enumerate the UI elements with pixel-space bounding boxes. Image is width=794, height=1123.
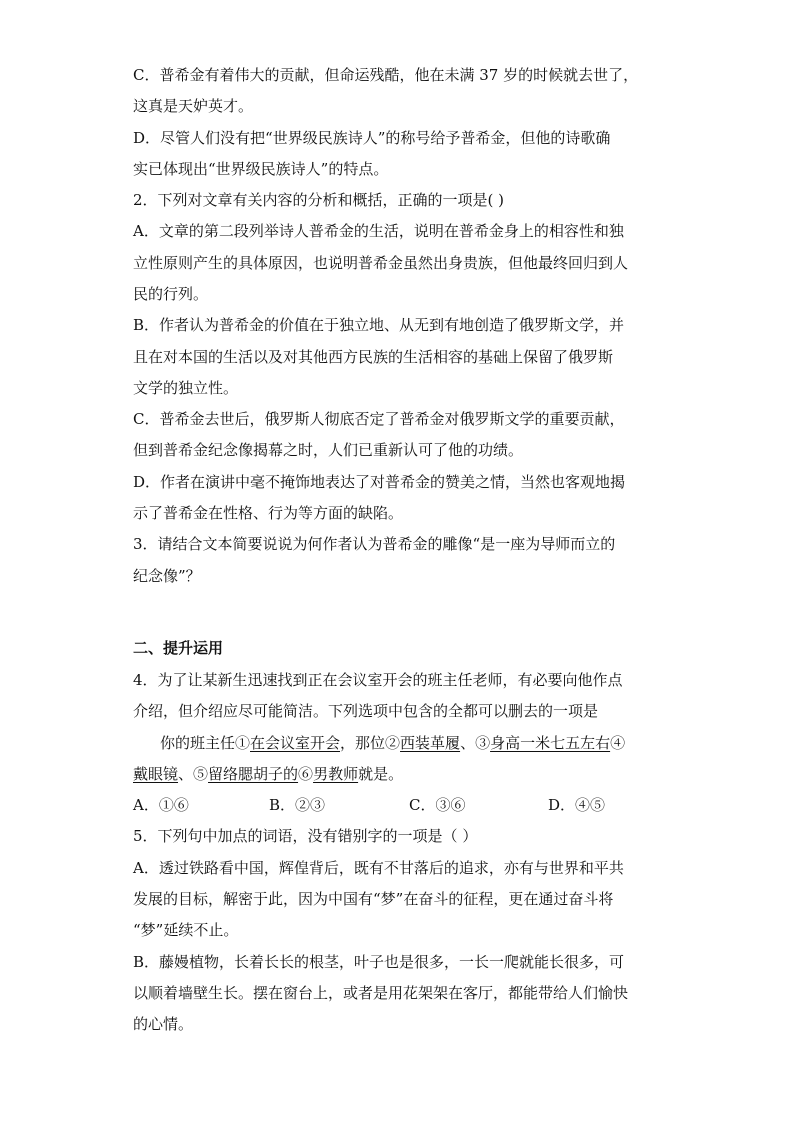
underlined-phrase: 男教师 [313, 765, 359, 783]
text-line: 示了普希金在性格、行为等方面的缺陷。 [133, 504, 404, 522]
underlined-phrase: 戴眼镜 [133, 765, 179, 783]
option-c: C．③⑥ [409, 796, 466, 814]
underlined-phrase: 西装革履 [400, 734, 461, 752]
section-heading: 二、提升运用 [133, 639, 224, 657]
sentence-part: 、③ [460, 734, 491, 752]
text-line: 介绍，但介绍应尽可能简洁。下列选项中包含的全都可以删去的一项是 [133, 702, 599, 720]
question-4-sentence [160, 733, 625, 753]
sentence-part: ④ [610, 734, 626, 752]
text-line: 文学的独立性。 [133, 379, 239, 397]
text-line: “梦”延续不止。 [133, 921, 239, 939]
question-3-stem: 3．请结合文本简要说说为何作者认为普希金的雕像“是一座为导师而立的 [133, 535, 616, 553]
question-5-stem: 5．下列句中加点的词语，没有错别字的一项是（ ） [133, 827, 478, 845]
text-line: A．文章的第二段列举诗人普希金的生活，说明在普希金身上的相容性和独 [133, 222, 624, 240]
option-d: D．④⑤ [548, 796, 606, 814]
text-line: 这真是天妒英才。 [133, 97, 254, 115]
underlined-phrase: 身高一米七五左右 [490, 734, 611, 752]
text-line: 的心情。 [133, 1015, 194, 1033]
sentence-part: ⑥ [298, 765, 314, 783]
text-line: A．透过铁路看中国，辉偟背后，既有不甘落后的追求，亦有与世界和平共 [133, 859, 624, 877]
option-a: A．①⑥ [133, 796, 189, 814]
sentence-part: ，那位② [340, 734, 401, 752]
text-line: B．作者认为普希金的价值在于独立地、从无到有地创造了俄罗斯文学，并 [133, 316, 625, 334]
text-line: C．普希金有着伟大的贡献，但命运残酷，他在未满 37 岁的时候就去世了， [133, 66, 639, 84]
text-line: D．作者在演讲中毫不掩饰地表达了对普希金的赞美之情，当然也客观地揭 [133, 473, 626, 491]
text-line: 但到普希金纪念像揭幕之时，人们已重新认可了他的功绩。 [133, 441, 524, 459]
text-line: D．尽管人们没有把“世界级民族诗人”的称号给予普希金，但他的诗歌确 [133, 129, 611, 147]
text-line: 纪念像”？ [133, 567, 201, 585]
text-line: C．普希金去世后，俄罗斯人彻底否定了普希金对俄罗斯文学的重要贡献， [133, 410, 625, 428]
option-b: B．②③ [269, 796, 326, 814]
text-line: 以顺着墙壁生长。摆在窗台上，或者是用花架架在客厅，都能带给人们愉快 [133, 984, 629, 1002]
text-line: B．藤嫚植物，长着长长的根茎，叶子也是很多，一长一爬就能长很多，可 [133, 953, 625, 971]
question-2-stem: 2．下列对文章有关内容的分析和概括，正确的一项是( ) [133, 191, 505, 209]
sentence-part: 就是。 [358, 765, 404, 783]
underlined-phrase: 留络腮胡子的 [208, 765, 299, 783]
text-line: 民的行列。 [133, 285, 209, 303]
text-line: 实已体现出“世界级民族诗人”的特点。 [133, 160, 389, 178]
question-4-sentence [133, 764, 403, 784]
underlined-phrase: 在会议室开会 [250, 734, 341, 752]
text-line: 且在对本国的生活以及对其他西方民族的生活相容的基础上保留了俄罗斯 [133, 348, 614, 366]
text-line: 立性原则产生的具体原因，也说明普希金虽然出身贵族，但他最终回归到人 [133, 254, 629, 272]
question-4-stem: 4．为了让某新生迅速找到正在会议室开会的班主任老师，有必要向他作点 [133, 671, 623, 689]
sentence-part: 你的班主任① [160, 734, 251, 752]
text-line: 发展的目标，解密于此，因为中国有“梦”在奋斗的征程，更在通过奋斗将 [133, 890, 614, 908]
sentence-part: 、⑤ [178, 765, 209, 783]
question-4-options [133, 795, 605, 815]
